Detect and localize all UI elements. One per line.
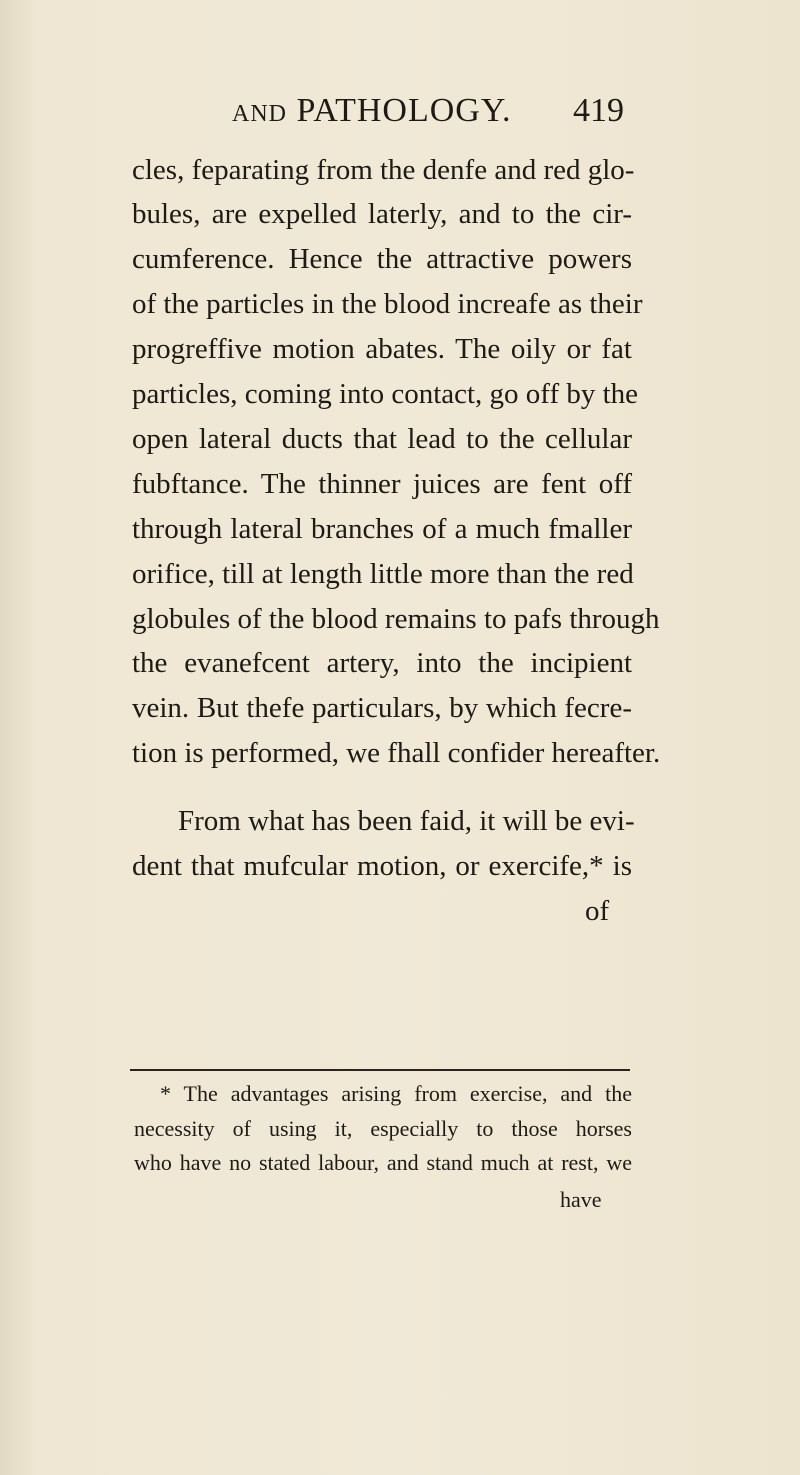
footnote-line: necessity of using it, especially to those horses: [134, 1116, 632, 1141]
text-line: globules of the blood remains to pafs through: [132, 603, 660, 635]
catchword: of: [585, 895, 610, 927]
text-line: dent that mufcular motion, or exercife,* is: [132, 850, 632, 882]
running-head-prefix: AND: [232, 101, 287, 127]
footnote-line: who have no stated labour, and stand much at rest, we: [134, 1150, 632, 1175]
text-line: progreffive motion abates. The oily or fat: [132, 333, 632, 365]
running-head: [232, 92, 512, 130]
text-line: cumference. Hence the attractive powers: [132, 243, 632, 275]
text-line: open lateral ducts that lead to the cellular: [132, 423, 632, 455]
text-line: through lateral branches of a much fmaller: [132, 513, 632, 545]
text-line: the evanefcent artery, into the incipient: [132, 647, 632, 679]
paragraph-first-line: From what has been faid, it will be evi-: [178, 805, 635, 837]
page-header: [0, 92, 800, 142]
text-line: fubftance. The thinner juices are fent off: [132, 468, 632, 500]
text-line: of the particles in the blood increafe as their: [132, 288, 643, 320]
text-line: bules, are expelled laterly, and to the cir-: [132, 198, 632, 230]
text-line: particles, coming into contact, go off by the: [132, 378, 639, 410]
footnote-rule: [130, 1069, 630, 1071]
footnote-line: * The advantages arising from exercise, and the: [160, 1081, 632, 1106]
footnote-catchword: have: [560, 1187, 602, 1212]
text-line: cles, feparating from the denfe and red glo-: [132, 154, 635, 186]
page-number: 419: [573, 92, 624, 129]
running-head-title: PATHOLOGY.: [296, 92, 512, 129]
text-line: orifice, till at length little more than the red: [132, 558, 634, 590]
text-line: vein. But thefe particulars, by which fecre-: [132, 692, 632, 724]
text-line: tion is performed, we fhall confider hereafter.: [132, 737, 661, 769]
